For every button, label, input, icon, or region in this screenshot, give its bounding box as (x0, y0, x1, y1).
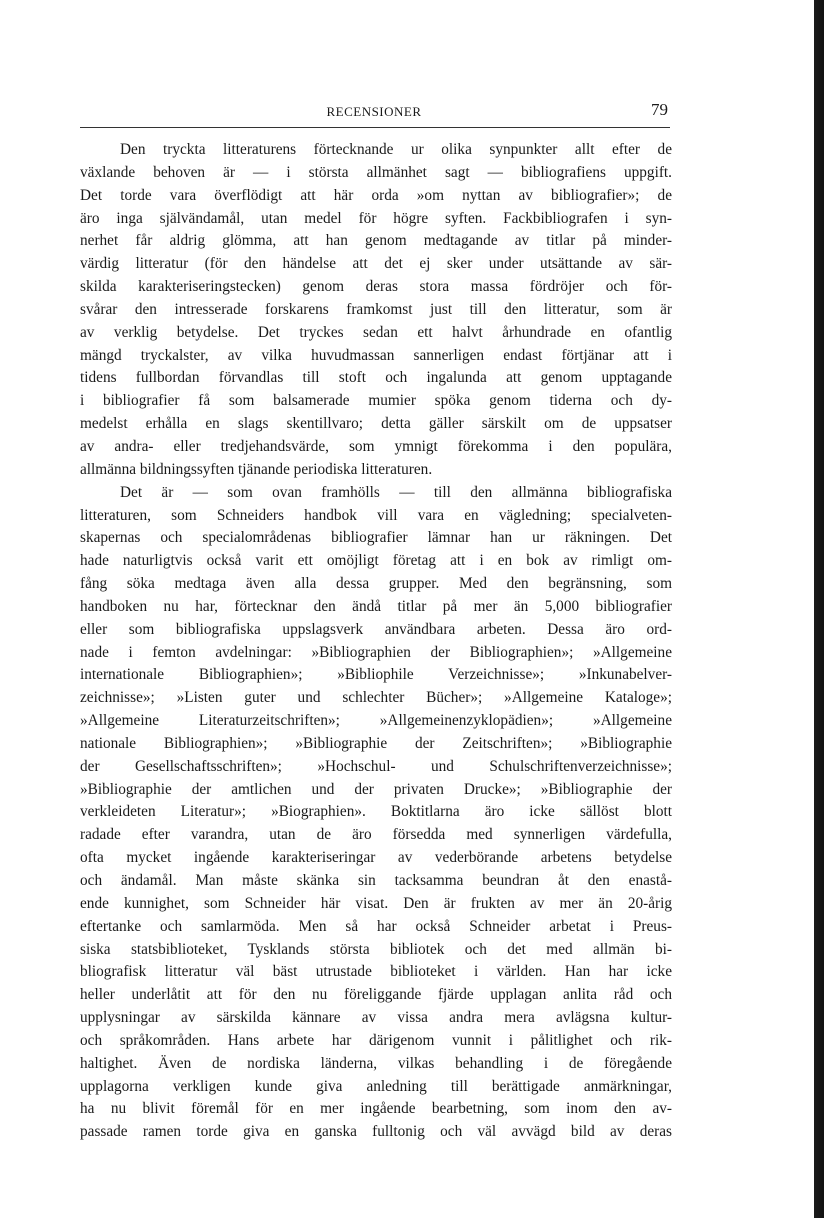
header-rule (80, 127, 670, 128)
page-number: 79 (651, 100, 668, 119)
text-line: mängd tryckalster, av vilka huvudmassan sannerligen endast förtjänar att i (80, 346, 672, 364)
text-line: ha nu blivit föremål för en mer ingående bearbetning, som inom den av- (80, 1100, 672, 1118)
text-line: Den tryckta litteraturens förtecknande ur olika synpunkter allt efter de (120, 141, 672, 158)
text-line: nade i femton avdelningar: »Bibliographien der Bibliographien»; »Allgemeine (80, 643, 672, 661)
text-line: fång söka medtaga även alla dessa grupper. Med den begränsning, som (80, 575, 672, 593)
text-line: i bibliografier få som balsamerade mumier spöka genom tiderna och dy- (80, 392, 672, 410)
text-line: och språkområden. Hans arbete har därigenom vunnit i pålitlighet och rik- (80, 1031, 672, 1049)
text-line: eller som bibliografiska uppslagsverk användbara arbeten. Dessa äro ord- (80, 620, 672, 638)
text-line: handboken nu har, förtecknar den ändå titlar på mer än 5,000 bibliografier (80, 597, 672, 615)
text-line: eftertanke och samlarmöda. Men så har också Schneider arbetat i Preus- (80, 917, 672, 935)
text-line: allmänna bildningssyften tjänande periodiska litteraturen. (80, 460, 433, 478)
text-line: radade efter varandra, utan de äro försedda med synnerligen värdefulla, (80, 826, 672, 844)
text-line: skilda karakteriseringstecken) genom deras stora massa fördröjer och för- (80, 278, 672, 296)
text-line: ende kunnighet, som Schneider här visat. Den är frukten av mer än 20-årig (80, 894, 672, 912)
text-line: växlande behoven är — i största allmänhet sagt — bibliografiens uppgift. (80, 163, 672, 181)
text-line: »Bibliographie der amtlichen und der privaten Drucke»; »Bibliographie der (80, 780, 672, 798)
text-line: verkleideten Literatur»; »Biographien». Boktitlarna äro icke sällöst blott (80, 803, 672, 821)
text-line: tidens fullbordan förvandlas till stoft och ingalunda att genom upptagande (80, 369, 672, 387)
body-text (80, 139, 672, 1144)
text-line: medelst erhålla en slags skentillvaro; detta gäller särskilt om de uppsatser (80, 415, 672, 433)
text-line: av andra- eller tredjehandsvärde, som ymnigt förekomma i den populära, (80, 437, 672, 455)
text-line: zeichnisse»; »Listen guter und schlechter Bücher»; »Allgemeine Kataloge»; (80, 689, 672, 707)
text-line: upplagorna verkligen kunde giva anledning till berättigade anmärkningar, (80, 1077, 672, 1095)
text-line: upplysningar av särskilda kännare av vissa andra mera avlägsna kultur- (80, 1009, 672, 1027)
text-line: Det är — som ovan framhölls — till den allmänna bibliografiska (120, 483, 672, 501)
text-line: svårar den intresserade forskarens framkomst just till den litteratur, som är (80, 300, 672, 318)
text-line: äro inga självändamål, utan medel för högre syften. Fackbibliografen i syn- (80, 209, 672, 227)
scan-border-right (800, 0, 824, 1218)
text-line: passade ramen torde giva en ganska fulltonig och väl avvägd bild av deras (80, 1123, 672, 1141)
text-line: ofta mycket ingående karakteriseringar av vederbörande arbetens betydelse (80, 849, 672, 867)
running-title: RECENSIONER (326, 104, 422, 119)
text-line: »Allgemeine Literaturzeitschriften»; »Allgemeinenzyklopädien»; »Allgemeine (80, 712, 672, 730)
text-line: heller underlåtit att för den nu föreliggande fjärde upplagan anlita råd och (80, 986, 672, 1004)
text-line: värdig litteratur (för den händelse att det ej sker under utsättande av sär- (80, 255, 672, 273)
text-line: hade naturligtvis också varit ett omöjligt företag att i en bok av rimligt om- (80, 552, 672, 570)
text-line: siska statsbiblioteket, Tysklands största bibliotek och det med allmän bi- (80, 940, 672, 958)
text-line: och ändamål. Man måste skänka sin tacksamma beundran åt den enastå- (80, 872, 672, 889)
text-line: nerhet får aldrig glömma, att han genom medtagande av titlar på minder- (80, 232, 672, 250)
text-line: av verklig betydelse. Det tryckes sedan ett halvt århundrade en ofantlig (80, 323, 672, 341)
text-line: nationale Bibliographien»; »Bibliographie der Zeitschriften»; »Bibliographie (80, 734, 672, 752)
text-line: bliografisk litteratur väl bäst utrustade biblioteket i världen. Han har icke (80, 963, 672, 981)
text-line: haltighet. Även de nordiska länderna, vilkas behandling i de föregående (80, 1054, 672, 1072)
text-line: der Gesellschaftsschriften»; »Hochschul- und Schulschriftenverzeichnisse»; (80, 757, 672, 775)
text-line: litteraturen, som Schneiders handbok vill vara en vägledning; specialveten- (80, 506, 672, 524)
text-line: skapernas och specialområdenas bibliografier lämnar han ur räkningen. Det (80, 529, 672, 547)
page-header (80, 100, 668, 128)
text-line: Det torde vara överflödigt att här orda »om nyttan av bibliografier»; de (80, 186, 672, 204)
text-line: internationale Bibliographien»; »Bibliophile Verzeichnisse»; »Inkunabelver- (80, 666, 672, 684)
